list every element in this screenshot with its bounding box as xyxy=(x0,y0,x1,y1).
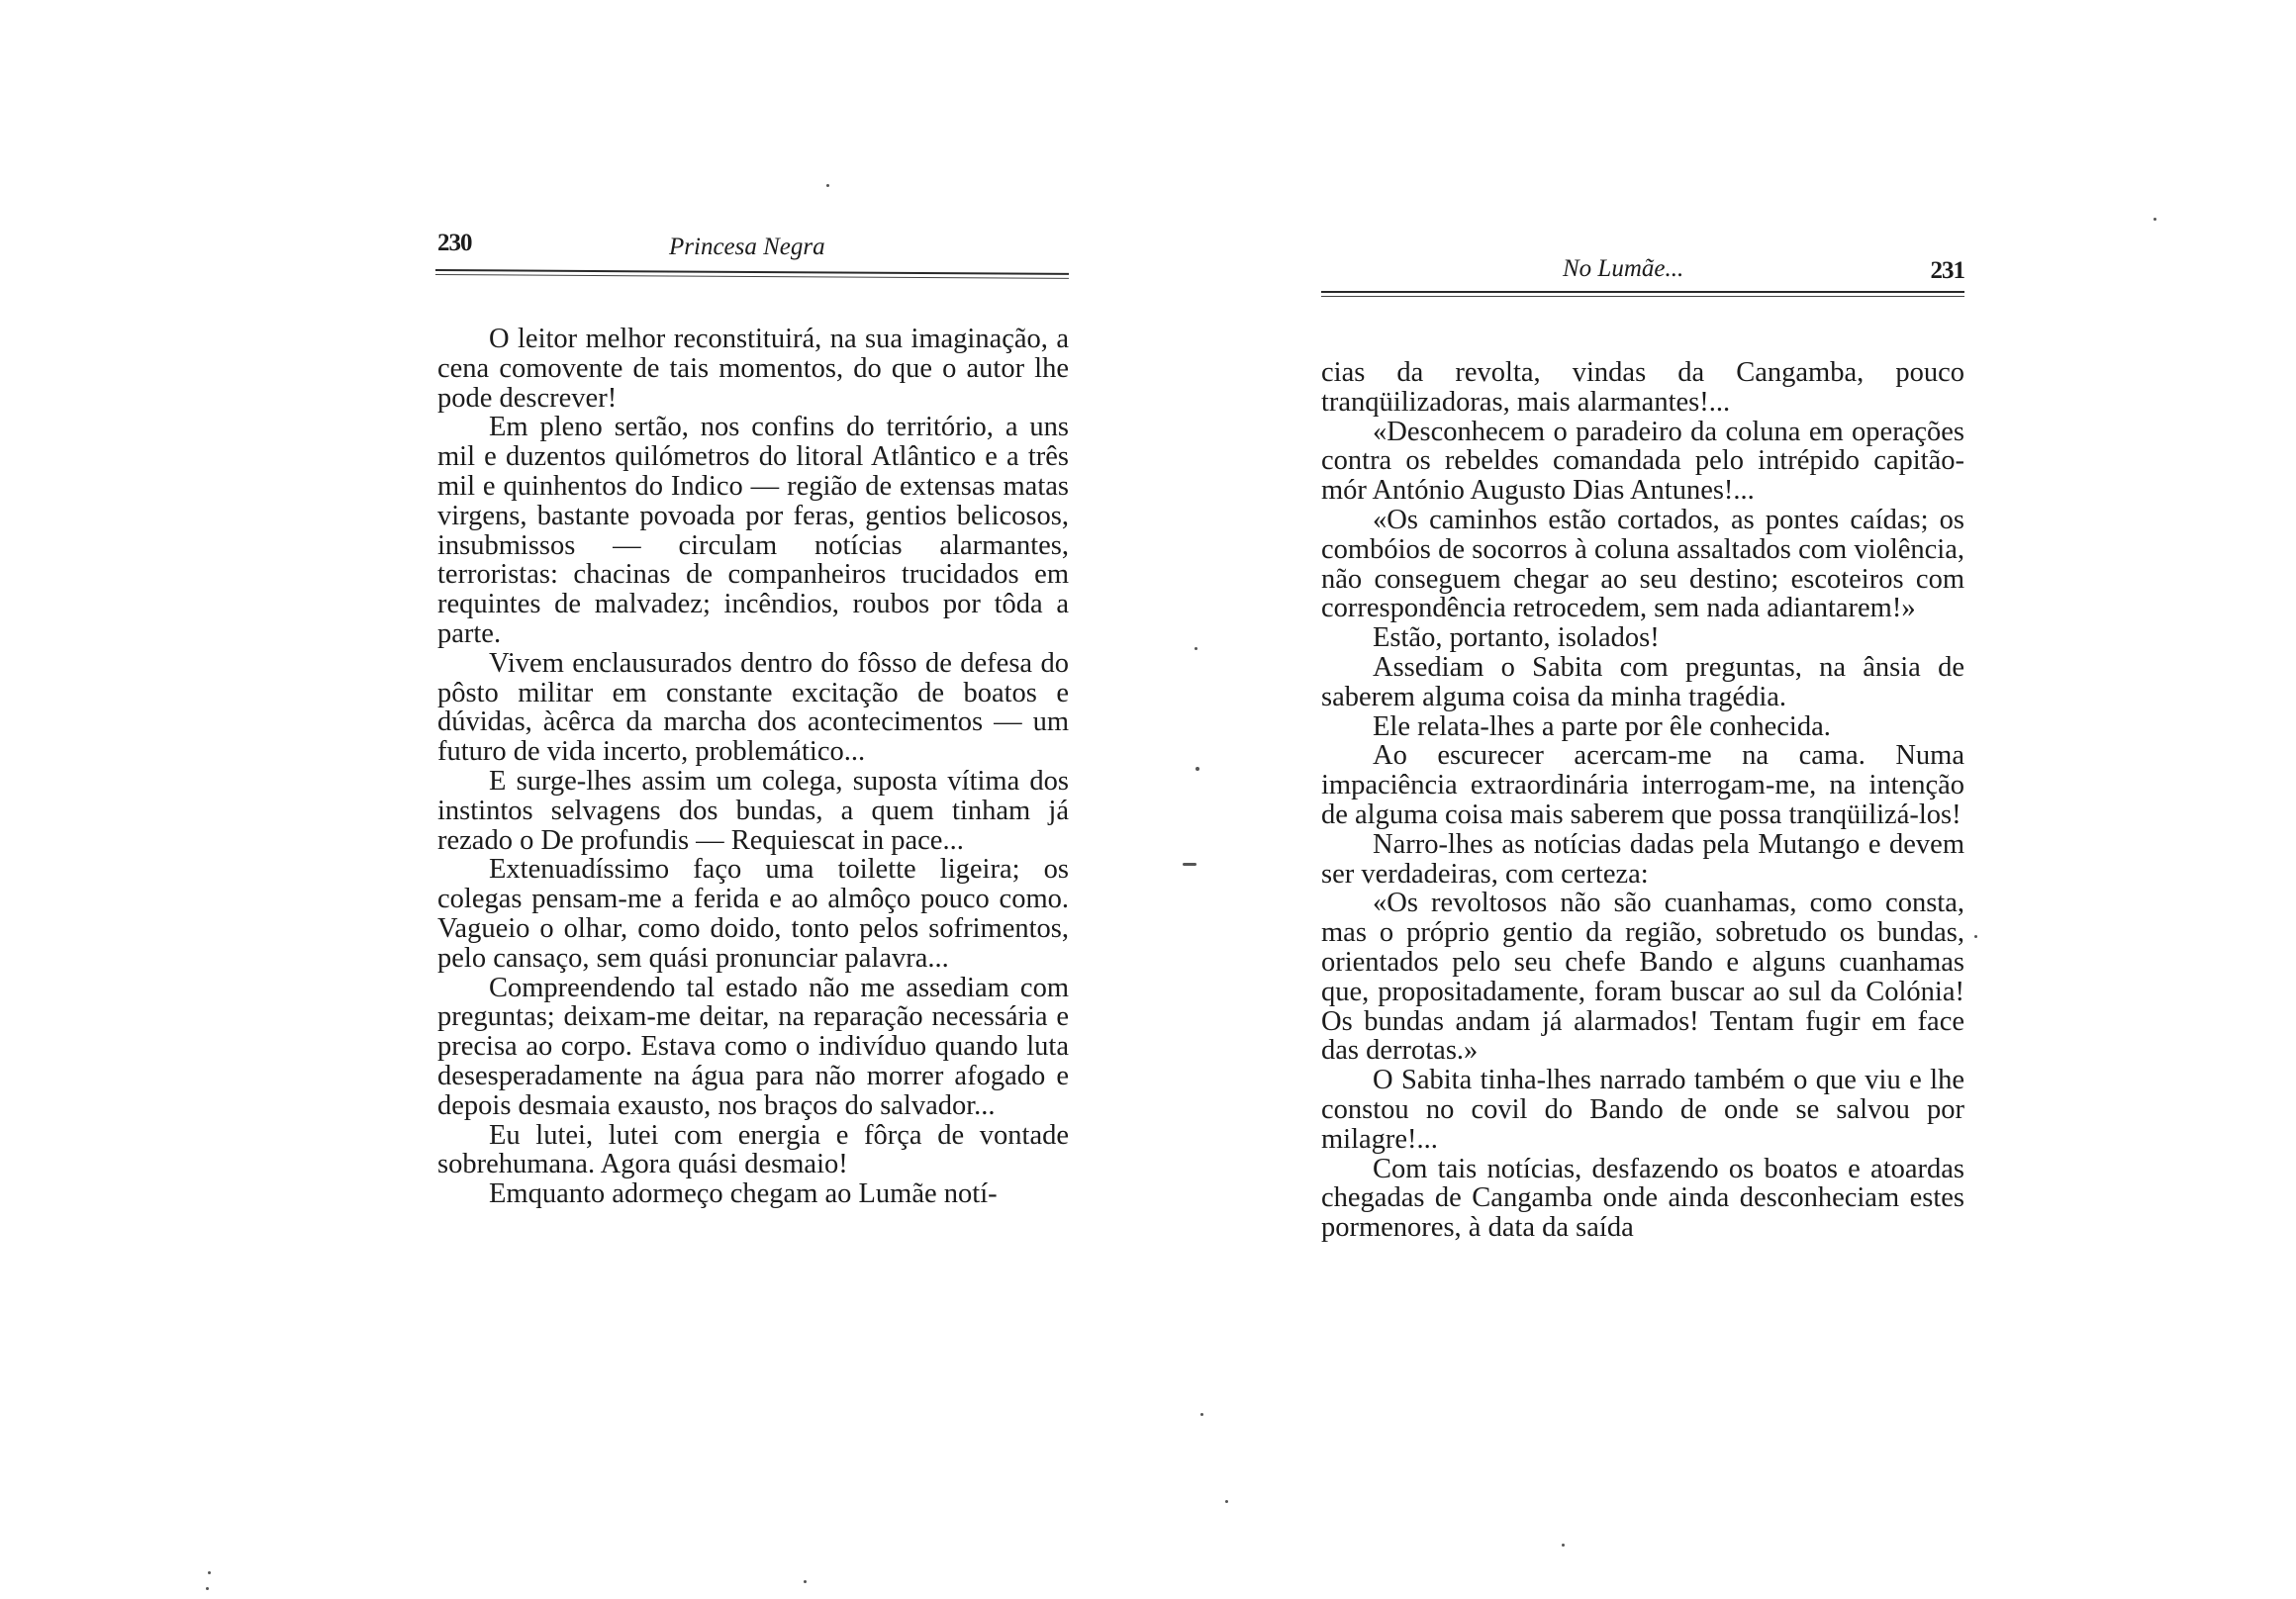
paragraph: Compreendendo tal estado não me assediam com preguntas; deixam-me deitar, na reparação necessária e precisa ao corpo. Estava como o indivíduo quando luta desesperadamente na água para não morrer afogado e depois desmaia exausto, nos braços do salvador... xyxy=(437,972,1069,1121)
scan-speck xyxy=(1974,935,1977,938)
scan-speck xyxy=(2153,218,2156,221)
scan-speck xyxy=(1225,1500,1228,1503)
left-body-text xyxy=(437,325,1069,1209)
left-header-rule xyxy=(435,269,1069,279)
paragraph: «Os revoltosos não são cuanhamas, como consta, mas o próprio gentio da região, sobretudo os bundas, orientados pelo seu chefe Bando e alguns cuanhamas que, propositadamente, foram buscar ao sul da Colónia! Os bundas andam já alarmados! Tentam fugir em face das derrotas.» xyxy=(1321,888,1964,1067)
paragraph: Estão, portanto, isolados! xyxy=(1373,622,1660,654)
paragraph: Vivem enclausurados dentro do fôsso de defesa do pôsto militar em constante excitação de boatos e dúvidas, àcêrca da marcha dos acontecimentos — um futuro de vida incerto, problemático... xyxy=(437,647,1069,768)
left-page xyxy=(435,226,1069,1413)
scan-speck xyxy=(1200,1413,1203,1416)
paragraph: Ao escurecer acercam-me na cama. Numa impaciência extraordinária interrogam-me, na intenção de alguma coisa mais saberem que possa tranqüilizá-los! xyxy=(1321,740,1964,830)
scan-speck xyxy=(206,1587,209,1590)
scan-speck xyxy=(1183,863,1196,866)
left-page-header xyxy=(435,226,1069,265)
left-page-number: 230 xyxy=(437,230,472,256)
paragraph: O Sabita tinha-lhes narrado também o que viu e lhe constou no covil do Bando de onde se salvou por milagre!... xyxy=(1321,1065,1964,1155)
paragraph: Assediam o Sabita com preguntas, na ânsia de saberem alguma coisa da minha tragédia. xyxy=(1321,651,1964,712)
paragraph: Eu lutei, lutei com energia e fôrça de vontade sobrehumana. Agora quási desmaio! xyxy=(437,1119,1069,1180)
scan-speck xyxy=(1195,647,1197,650)
scan-speck xyxy=(1562,1544,1565,1547)
paragraph: «Os caminhos estão cortados, as pontes caídas; os combóios de socorros à coluna assaltados com violência, não conseguem chegar ao seu destino; escoteiros com correspondência retrocedem, sem nada adiantarem!» xyxy=(1321,504,1964,624)
scan-speck xyxy=(826,184,829,187)
paragraph: Narro-lhes as notícias dadas pela Mutango e devem ser verdadeiras, com certeza: xyxy=(1321,828,1964,890)
paragraph: E surge-lhes assim um colega, suposta vítima dos instintos selvagens dos bundas, a quem tinham já rezado o De profundis — Requiescat in pace... xyxy=(437,765,1069,856)
paragraph: Emquanto adormeço chegam ao Lumãe notí- xyxy=(489,1178,998,1210)
paragraph: Ele relata-lhes a parte por êle conhecida. xyxy=(1373,710,1831,742)
right-header-rule xyxy=(1321,291,1964,297)
scan-speck xyxy=(1196,767,1199,771)
paragraph: «Desconhecem o paradeiro da coluna em operações contra os rebeldes comandada pelo intrépido capitão-mór António Augusto Dias Antunes!... xyxy=(1321,416,1964,507)
right-page xyxy=(1321,249,1964,1437)
right-page-number: 231 xyxy=(1930,257,1964,284)
right-running-title: No Lumãe... xyxy=(1563,255,1684,282)
paragraph: Com tais notícias, desfazendo os boatos e atoardas chegadas de Cangamba onde ainda desconheciam estes pormenores, à data da saída xyxy=(1321,1153,1964,1244)
paragraph: Em pleno sertão, nos confins do território, a uns mil e duzentos quilómetros do litoral Atlântico e a três mil e quinhentos do Indico — região de extensas matas virgens, bastante povoada por feras, gentios belicosos, insubmissos — circulam notícias alarmantes, terroristas: chacinas de companheiros trucidados em requintes de malvadez; incêndios, roubos por tôda a parte. xyxy=(437,412,1069,649)
right-body-text xyxy=(1321,358,1964,1243)
paragraph: cias da revolta, vindas da Cangamba, pouco tranqüilizadoras, mais alarmantes!... xyxy=(1321,357,1964,418)
right-page-header xyxy=(1321,249,1964,289)
left-running-title: Princesa Negra xyxy=(669,234,825,260)
scan-speck xyxy=(804,1580,807,1583)
scan-speck xyxy=(208,1571,211,1574)
paragraph: O leitor melhor reconstituirá, na sua imaginação, a cena comovente de tais momentos, do que o autor lhe pode descrever! xyxy=(437,324,1069,414)
paragraph: Extenuadíssimo faço uma toilette ligeira; os colegas pensam-me a ferida e ao almôço pouco como. Vagueio o olhar, como doido, tonto pelos sofrimentos, pelo cansaço, sem quási pronunciar palavra... xyxy=(437,854,1069,974)
